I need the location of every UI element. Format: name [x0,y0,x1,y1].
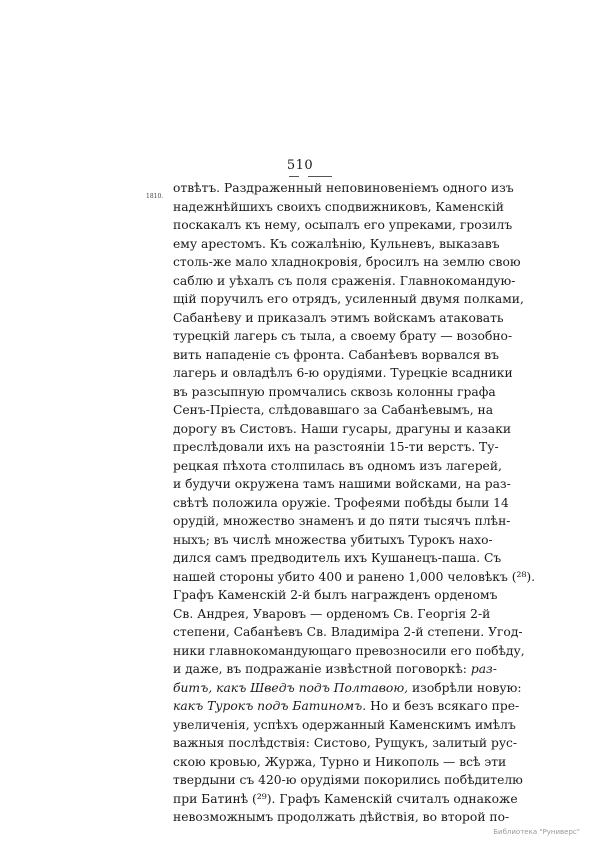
text-line: турецкій лагерь съ тыла, а своему брату — возобно- [173,329,513,343]
text-line: въ разсыпную промчались сквозь колонны графа [173,384,496,399]
text-line: ники главнокомандующаго превозносили его побѣду, [173,643,525,658]
text-line: Графъ Каменскій 2-й былъ награжденъ орденомъ [173,588,498,602]
text-line: лагерь и овладѣлъ 6-ю орудіями. Турецкіе всадники [173,366,513,380]
text-line-mixed [173,679,522,698]
page-number-rule-right [308,176,332,177]
footer-library-credit: Библиотека "Руниверс" [493,828,580,836]
body-text [173,179,536,827]
text-line: Сенъ-Пріеста, слѣдовавшаго за Сабанѣевымъ, на [173,403,494,417]
italic-segment: раз- [470,662,497,676]
text-line: Св. Андрея, Уваровъ — орденомъ Св. Георгія 2-й [173,606,491,621]
text-line: и будучи окружена тамъ нашими войсками, на раз- [173,477,511,491]
text-line: Сабанѣеву и приказалъ этимъ войскамъ атаковать [173,310,504,325]
page-number: 510 [286,158,314,173]
text-line: отвѣтъ. Раздраженный неповиновеніемъ одного изъ [173,181,514,195]
text-line: свѣтѣ положила оружіе. Трофеями побѣды были 14 [173,495,509,510]
text-line: орудій, множество знаменъ и до пяти тысячъ плѣн- [173,514,511,528]
text-line: при Батинѣ (²⁹). Графъ Каменскій считалъ однакоже [173,791,518,806]
text-line: дорогу въ Систовъ. Наши гусары, драгуны и казаки [173,421,512,436]
text-line: вить нападеніе съ фронта. Сабанѣевъ ворвался въ [173,347,499,362]
text-line-mixed [173,697,520,716]
text-segment: и даже, въ подражаніе извѣстной поговоркѣ: [173,662,467,676]
text-segment: Но и безъ всякаго пре- [366,699,520,713]
text-line: нашей стороны убито 400 и ранено 1,000 человѣкъ (²⁸). [173,569,536,584]
text-line: важныя послѣдствія: Систово, Рущукъ, залитый рус- [173,736,518,750]
text-line: ему арестомъ. Къ сожалѣнію, Кульневъ, выказавъ [173,236,500,251]
text-line: поскакалъ къ нему, осыпалъ его упреками, грозилъ [173,218,513,232]
text-line: надежнѣйшихъ своихъ сподвижниковъ, Каменскій [173,199,504,214]
text-line: щій поручилъ его отрядъ, усиленный двумя полками, [173,292,524,306]
text-line: степени, Сабанѣевъ Св. Владиміра 2-й степени. Угод- [173,625,523,639]
text-line: невозможнымъ продолжать дѣйствія, во второй по- [173,810,510,824]
text-line: скою кровью, Журжа, Турно и Никополь — всѣ эти [173,754,507,769]
text-line: саблю и уѣхалъ съ поля сраженія. Главнокомандую- [173,273,516,288]
text-line: преслѣдовали ихъ на разстояніи 15-ти верстъ. Ту- [173,440,499,454]
text-line-mixed [173,660,497,679]
text-line: рецкая пѣхота столпилась въ одномъ изъ лагерей, [173,458,502,473]
margin-year-note: 1810. [146,193,164,200]
page-number-rule-left [289,176,299,177]
text-line: столь-же мало хладнокровія, бросилъ на землю свою [173,255,521,269]
text-line: увеличенія, успѣхъ одержанный Каменскимъ имѣлъ [173,717,516,732]
text-line: дился самъ предводитель ихъ Кушанецъ-паша. Съ [173,551,502,565]
text-line: твердыни съ 420-ю орудіями покорились побѣдителю [173,773,523,787]
italic-segment: какъ Турокъ подъ Батиномъ. [173,699,367,713]
text-segment: изобрѣли новую: [408,680,522,695]
text-line: ныхъ; въ числѣ множества убитыхъ Турокъ нахо- [173,532,493,547]
italic-segment: битъ, какъ Шведъ подъ Полтавою, [173,680,409,695]
